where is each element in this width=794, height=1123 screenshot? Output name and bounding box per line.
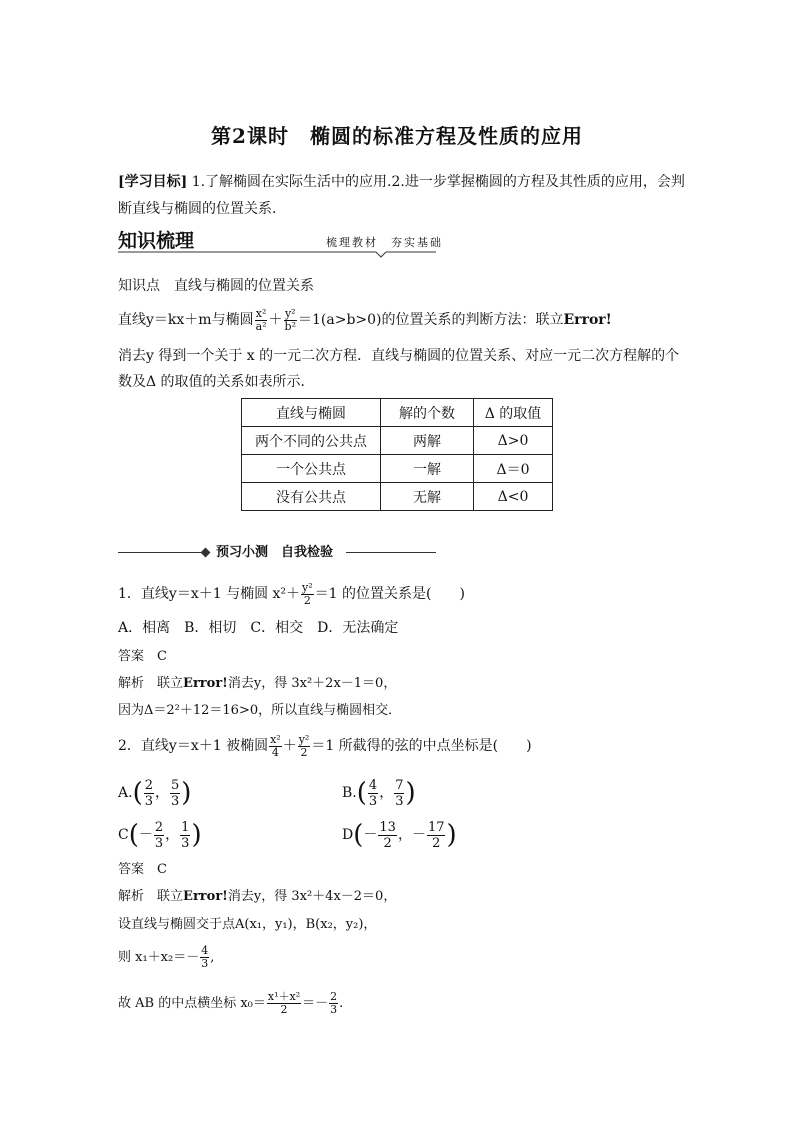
table-row	[242, 455, 553, 483]
opt-b-d1: 3	[368, 793, 378, 809]
q2-a4-fraction2	[329, 991, 338, 1016]
q2-a3-den: 3	[201, 957, 209, 970]
knowledge-heading: 知识点 直线与椭圆的位置关系	[118, 278, 314, 294]
table-cell: 没有公共点	[242, 483, 381, 511]
q1-analysis1-pre: 联立	[157, 676, 184, 691]
paren-close: )	[446, 820, 457, 850]
q2-option-a	[118, 776, 191, 810]
opt-b-comma: ，	[379, 785, 394, 801]
q2-analysis-line2: 设直线与椭圆交于点A(x₁，y₁)，B(x₂，y₂)，	[118, 917, 377, 932]
opt-b-frac2	[394, 778, 404, 809]
kl-post: 的位置关系的判断方法：联立	[381, 312, 564, 328]
q2-analysis-line3	[118, 942, 214, 974]
q2-answer-line	[118, 860, 167, 880]
opt-d-n2: 17	[427, 819, 445, 835]
opt-a-d2: 3	[171, 793, 180, 809]
opt-c-d2: 3	[181, 835, 190, 851]
fx-den: a²	[255, 319, 267, 333]
paren-open: (	[356, 778, 367, 808]
opt-c-frac1	[154, 820, 164, 851]
q1-options: A．相离 B．相切 C．相交 D．无法确定	[118, 620, 399, 636]
paren-open: (	[128, 820, 139, 850]
q1-fraction	[301, 582, 314, 607]
table-cell: 无解	[381, 483, 474, 511]
paren-open: (	[353, 820, 364, 850]
q2-post: ＝1 所截得的弦的中点坐标是( )	[311, 738, 532, 754]
section-subtitle: 梳理教材 夯实基础	[326, 236, 443, 249]
q2-option-b	[342, 776, 416, 810]
opt-a-frac1	[144, 778, 154, 809]
paren-close: )	[191, 820, 202, 850]
q2-answer: C	[157, 862, 167, 877]
q2-a4-den: 2	[280, 1003, 288, 1016]
opt-a-d1: 3	[144, 793, 153, 809]
objectives-text-1: 1.了解椭圆在实际生活中的应用.2.进一步掌握椭圆的方程及其性质的应用，会判	[191, 174, 685, 190]
fx-num: x²	[255, 306, 267, 320]
kl-line-eq: y＝kx＋m	[146, 312, 212, 328]
fy-den: b²	[284, 319, 296, 333]
section-underline	[118, 250, 438, 260]
knowledge-para2-line2: 数及Δ 的取值的关系如表所示．	[118, 374, 315, 390]
paren-close: )	[405, 778, 416, 808]
opt-c-n2: 1	[181, 819, 190, 835]
table-cell: 两个不同的公共点	[242, 427, 381, 455]
knowledge-para2-line1: 消去y 得到一个关于 x 的一元二次方程．直线与椭圆的位置关系、对应一元二次方程解的个	[118, 348, 680, 364]
q1-stem	[118, 578, 465, 610]
q2-fy-num: y²	[298, 732, 310, 746]
ellipse-y-fraction	[284, 308, 297, 333]
q2-a4-num: x¹＋x²	[267, 990, 301, 1003]
table-cell: 两解	[381, 427, 474, 455]
q1-frac-num: y²	[302, 580, 313, 594]
q2-fraction-y	[298, 734, 311, 759]
opt-c-d1: 3	[154, 835, 164, 851]
opt-a-n2: 5	[171, 777, 180, 793]
table-header: 直线与椭圆	[242, 399, 381, 427]
q2-a3-pre: 则 x₁＋x₂＝－	[118, 950, 200, 965]
table-header: 解的个数	[381, 399, 474, 427]
paren-close: )	[181, 778, 192, 808]
opt-d-n1: 13	[379, 819, 396, 835]
opt-a-frac2	[170, 778, 180, 809]
kl-pre: 直线	[118, 312, 146, 328]
q2-fx-den: 4	[271, 745, 279, 759]
table-cell: 一个公共点	[242, 455, 381, 483]
table-header: Δ 的取值	[474, 399, 553, 427]
preview-rule-right	[346, 552, 436, 553]
table-row	[242, 427, 553, 455]
q2-a4-fraction1	[267, 991, 301, 1016]
opt-b-label: B.	[342, 785, 357, 801]
table-cell: Δ<0	[474, 483, 553, 511]
q1-answer: C	[157, 649, 167, 664]
q1-post: ＝1 的位置关系是( )	[314, 586, 465, 602]
q2-pre: 2．直线y＝x＋1 被椭圆	[118, 738, 269, 754]
q2-analysis-label: 解析	[118, 889, 145, 904]
opt-c-n1: 2	[154, 819, 164, 835]
table-row	[242, 483, 553, 511]
kl-plus: ＋	[268, 312, 283, 328]
q2-analysis-line4	[118, 988, 343, 1020]
opt-c-comma: ，	[165, 827, 180, 843]
opt-d-label: D	[342, 827, 354, 843]
q2-fy-den: 2	[300, 745, 308, 759]
q1-answer-line	[118, 647, 167, 667]
q2-analysis1-post: 消去y，得 3x²＋4x－2＝0，	[227, 889, 397, 904]
opt-b-n2: 7	[395, 777, 404, 793]
q2-option-d	[342, 818, 457, 852]
knowledge-line	[118, 305, 612, 335]
opt-d-minus1: －	[363, 827, 378, 843]
q1-error-text: Error!	[183, 676, 228, 691]
q2-analysis-line1	[118, 887, 396, 907]
q1-pre: 1．直线y＝x＋1 与椭圆 x²＋	[118, 586, 301, 602]
opt-d-d2: 2	[432, 835, 441, 851]
q1-analysis-line1	[118, 674, 396, 694]
kl-mid: 与椭圆	[211, 312, 254, 328]
q2-fraction-x	[269, 734, 282, 759]
opt-d-comma: ，	[397, 827, 412, 843]
opt-c-frac2	[180, 820, 190, 851]
opt-d-d1: 2	[383, 835, 392, 851]
opt-b-d2: 3	[395, 793, 404, 809]
q2-a4-den2: 3	[330, 1003, 338, 1016]
q2-a4-mid: ＝－	[302, 996, 329, 1011]
opt-a-n1: 2	[144, 777, 153, 793]
error-text: Error!	[563, 312, 612, 328]
fy-num: y²	[284, 306, 296, 320]
q2-answer-label: 答案	[118, 862, 145, 877]
ellipse-x-fraction	[255, 308, 268, 333]
opt-d-frac1	[378, 820, 397, 851]
paren-open: (	[132, 778, 143, 808]
opt-d-minus2: －	[411, 827, 426, 843]
q2-fx-num: x²	[270, 732, 281, 746]
q1-analysis-line2: 因为Δ＝2²＋12＝16>0，所以直线与椭圆相交．	[118, 703, 402, 718]
opt-b-n1: 4	[368, 777, 378, 793]
q2-stem	[118, 730, 532, 762]
q2-analysis1-pre: 联立	[157, 889, 184, 904]
q2-a3-fraction	[200, 945, 209, 970]
q2-plus: ＋	[282, 738, 297, 754]
kl-tail: ＝1(a>b>0)	[298, 312, 382, 328]
q2-a3-post: ,	[210, 950, 215, 965]
table-cell: 一解	[381, 455, 474, 483]
preview-rule-left	[118, 552, 206, 553]
q2-a4-num2: 2	[330, 990, 338, 1003]
q1-frac-den: 2	[303, 593, 311, 607]
opt-c-label: C	[118, 827, 129, 843]
table-header-row	[242, 399, 553, 427]
q2-option-c	[118, 818, 202, 852]
table-cell: Δ>0	[474, 427, 553, 455]
section-title: 知识梳理	[118, 230, 195, 252]
q1-analysis-label: 解析	[118, 676, 145, 691]
opt-a-label: A.	[118, 785, 133, 801]
opt-a-comma: ，	[155, 785, 169, 801]
preview-title: 预习小测 自我检验	[216, 545, 334, 560]
opt-d-frac2	[427, 820, 446, 851]
q1-analysis1-post: 消去y，得 3x²＋2x－1＝0，	[227, 676, 397, 691]
relation-table	[241, 398, 553, 511]
objectives-tag: [学习目标]	[118, 174, 188, 190]
opt-b-frac1	[368, 778, 378, 809]
q2-a4-post: .	[339, 996, 344, 1011]
q2-error-text: Error!	[183, 889, 228, 904]
opt-c-minus: －	[138, 827, 153, 843]
objectives-line2: 断直线与椭圆的位置关系．	[118, 201, 286, 217]
q1-answer-label: 答案	[118, 649, 145, 664]
table-cell: Δ＝0	[474, 455, 553, 483]
q2-a3-num: 4	[201, 944, 209, 957]
objectives-line1	[118, 172, 685, 192]
q2-a4-pre: 故 AB 的中点横坐标 x₀＝	[118, 996, 266, 1011]
preview-diamond-icon	[201, 548, 211, 558]
page-title: 第2课时 椭圆的标准方程及性质的应用	[211, 124, 583, 148]
